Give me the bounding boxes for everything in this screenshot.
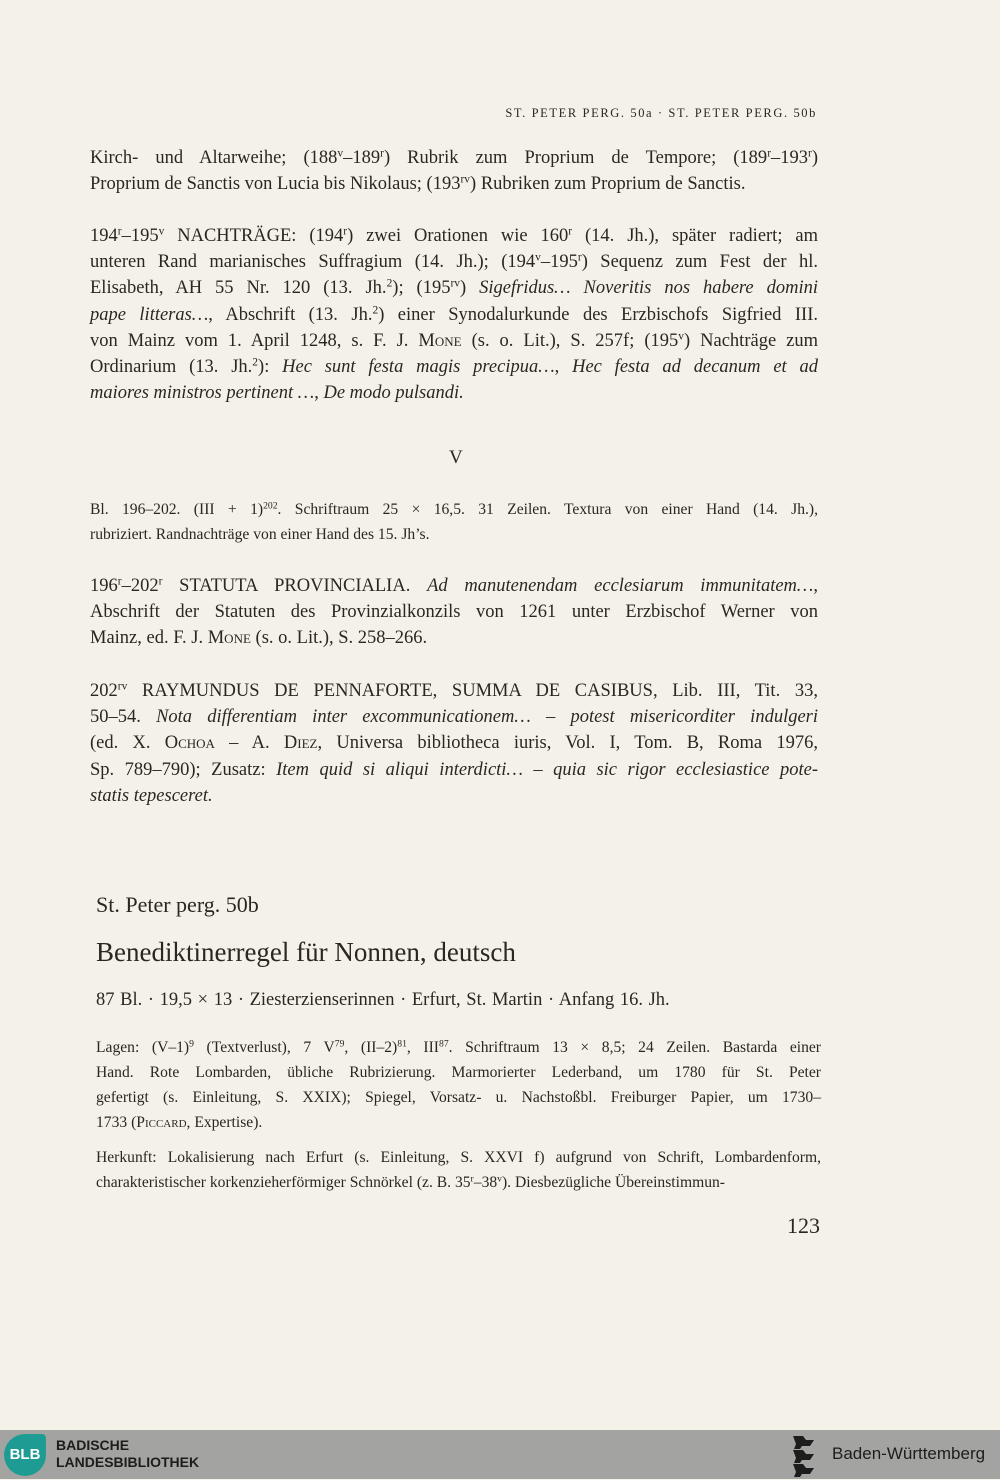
text-run: charakteristischer korkenzieherförmiger Schnörkel (z. B. 35 xyxy=(96,1174,471,1191)
blb-name[interactable] xyxy=(56,1437,199,1471)
superscript: v xyxy=(158,225,165,238)
text-run: Proprium de Sanctis von Lucia bis Nikolaus; (193 xyxy=(90,174,461,195)
small-caps-name: Mone xyxy=(207,628,251,649)
text-line xyxy=(96,1145,821,1170)
text-run: ) Rubriken zum Proprium de Sanctis. xyxy=(470,174,746,195)
text-line xyxy=(90,704,818,730)
text-line xyxy=(96,1110,821,1135)
text-run: gefertigt (s. Einleitung, S. XXIX); Spiegel, Vorsatz- u. Nachstoßbl. Freiburger Papier, um 1730– xyxy=(96,1089,821,1106)
text-run: –38 xyxy=(473,1174,498,1191)
italic-text: Ad manutenendam ecclesiarum immunitatem… xyxy=(427,576,814,596)
text-run: , III xyxy=(406,1039,439,1056)
text-run: ): xyxy=(258,356,283,377)
text-line xyxy=(90,522,818,547)
superscript: r xyxy=(767,147,772,160)
page-number: 123 xyxy=(787,1213,820,1238)
text-line xyxy=(96,1085,821,1110)
text-run: ). Diesbezügliche Übereinstimmun- xyxy=(501,1174,725,1191)
text-run: ) Sequenz zum Fest der hl. xyxy=(581,252,818,273)
text-line xyxy=(90,625,818,651)
superscript: 2 xyxy=(252,356,259,369)
small-caps-name: Ochoa xyxy=(164,733,215,754)
superscript: r xyxy=(568,225,573,238)
text-run: . Schriftraum 25 × 16,5. 31 Zeilen. Textura von einer Hand (14. Jh.), xyxy=(277,501,818,518)
text-run: Sp. 789–790); Zusatz: xyxy=(90,759,277,780)
text-run: ) xyxy=(460,278,480,299)
text-run: (ed. X. xyxy=(90,733,165,754)
superscript: r xyxy=(380,147,384,160)
italic-text: Hec festa ad decanum et ad xyxy=(572,356,818,377)
small-caps-name: Diez xyxy=(283,733,318,754)
text-line xyxy=(90,497,818,522)
superscript: 87 xyxy=(438,1038,449,1050)
superscript: v xyxy=(497,1173,502,1185)
paragraph-codicology xyxy=(90,497,818,547)
footer-bar xyxy=(0,1430,1000,1479)
entry-shelfmark: St. Peter perg. 50b xyxy=(96,892,259,917)
text-line xyxy=(90,275,818,301)
blb-name-line2: LANDESBIBLIOTHEK xyxy=(56,1454,200,1470)
text-run: unteren Rand marianisches Suffragium (14. Jh.); (194 xyxy=(90,252,536,273)
text-run: , xyxy=(554,356,573,377)
text-run: Abschrift der Statuten des Provinzialkonzils von 1261 unter Erzbischof Werner von xyxy=(90,602,818,623)
text-run: 202 xyxy=(90,681,118,701)
text-line xyxy=(90,678,818,704)
text-run: ) Rubrik zum Proprium de Tempore; (189 xyxy=(383,148,768,168)
text-run: ) xyxy=(811,148,819,168)
text-run: ) einer Synodalurkunde des Erzbischofs Sigfried III. xyxy=(378,304,818,325)
text-run: Lagen: (V–1) xyxy=(96,1039,190,1056)
text-run: ) Nachträge zum xyxy=(684,330,818,351)
paragraph-nachtraege xyxy=(90,223,818,406)
text-run: RAYMUNDUS DE PENNAFORTE, SUMMA DE CASIBUS, Lib. III, Tit. 33, xyxy=(127,681,818,701)
text-run: , xyxy=(813,576,818,596)
text-line xyxy=(90,757,818,783)
superscript: v xyxy=(678,330,684,343)
text-run: 194 xyxy=(90,226,118,246)
text-line xyxy=(90,573,818,599)
superscript: r xyxy=(158,575,163,588)
bw-name[interactable]: Baden-Württemberg xyxy=(832,1444,986,1463)
superscript: rv xyxy=(117,680,128,693)
text-run: (s. o. Lit.), S. 258–266. xyxy=(250,628,428,649)
text-line xyxy=(90,223,818,249)
entry-metadata: 87 Bl. · 19,5 × 13 · Ziesterzienserinnen · Erfurt, St. Martin · Anfang 16. Jh. xyxy=(96,990,670,1010)
paragraph-contents-end xyxy=(90,145,818,197)
italic-text: Sigefridus… Noveritis nos habere domini xyxy=(479,278,818,299)
text-run: rubriziert. Randnachträge von einer Hand des 15. Jh’s. xyxy=(90,526,430,543)
text-run: STATUTA PROVINCIALIA. xyxy=(162,576,428,596)
text-run: –202 xyxy=(121,576,159,596)
superscript: r xyxy=(117,225,122,238)
text-line xyxy=(90,599,818,625)
text-run: – A. xyxy=(214,733,284,754)
text-run: –195 xyxy=(121,226,159,246)
paragraph-herkunft xyxy=(96,1145,821,1195)
text-run: Ordinarium (13. Jh. xyxy=(90,356,253,377)
superscript: r xyxy=(117,575,122,588)
superscript: 202 xyxy=(263,500,278,512)
text-run: ) zwei Orationen wie 160 xyxy=(347,226,569,246)
text-line xyxy=(96,1170,821,1195)
italic-text: statis tepesceret. xyxy=(90,785,213,806)
text-run: (14. Jh.), später radiert; am xyxy=(572,226,818,246)
text-run: ); (195 xyxy=(392,278,451,299)
entry-title: Benediktinerregel für Nonnen, deutsch xyxy=(96,937,516,967)
text-run: NACHTRÄGE: (194 xyxy=(164,226,344,246)
text-line xyxy=(90,783,818,809)
text-run: Elisabeth, AH 55 Nr. 120 (13. Jh. xyxy=(90,278,387,299)
text-run: , Universa bibliotheca iuris, Vol. I, Tom. B, Roma 1976, xyxy=(317,733,819,754)
italic-text: Nota differentiam inter excommunicationem… – potest misericorditer indulgeri xyxy=(156,707,819,728)
text-run: von Mainz vom 1. April 1248, s. F. J. xyxy=(90,330,419,351)
text-line xyxy=(90,145,818,171)
text-run: 1733 ( xyxy=(96,1114,137,1131)
superscript: 79 xyxy=(334,1038,345,1050)
superscript: rv xyxy=(460,173,471,186)
text-line xyxy=(90,354,818,380)
superscript: v xyxy=(337,147,344,160)
text-line xyxy=(90,249,818,275)
italic-text: maiores ministros pertinent … xyxy=(90,383,315,404)
text-run: . Schriftraum 13 × 8,5; 24 Zeilen. Bastarda einer xyxy=(448,1039,821,1056)
text-line xyxy=(90,380,818,406)
text-line xyxy=(96,1035,821,1060)
text-run: Kirch- und Altarweihe; (188 xyxy=(90,148,338,168)
text-line xyxy=(90,730,818,756)
italic-text: De modo pulsandi. xyxy=(323,383,464,404)
italic-text: Item quid si aliqui interdicti… – quia sic rigor ecclesiastice pote- xyxy=(276,759,818,780)
superscript: 81 xyxy=(397,1038,407,1050)
blb-logo[interactable]: BLB xyxy=(4,1434,46,1476)
text-line xyxy=(90,328,818,354)
lions-coat-of-arms-icon xyxy=(790,1433,820,1480)
italic-text: pape litteras… xyxy=(90,304,209,325)
text-run: Hand. Rote Lombarden, übliche Rubrizierung. Marmorierter Lederband, um 1780 für St. Peter xyxy=(96,1064,821,1081)
text-run: Herkunft: Lokalisierung nach Erfurt (s. Einleitung, S. XXVI f) aufgrund von Schrift, Lombardenform, xyxy=(96,1149,821,1166)
superscript: 2 xyxy=(386,278,393,291)
superscript: rv xyxy=(450,278,461,291)
paragraph-lagen xyxy=(96,1035,821,1135)
text-run: –189 xyxy=(343,148,381,168)
section-roman-numeral: V xyxy=(449,447,463,468)
italic-text: Hec sunt festa magis precipua… xyxy=(282,356,555,377)
text-run: , Expertise). xyxy=(186,1114,263,1131)
superscript: r xyxy=(470,1173,474,1185)
text-run: , xyxy=(314,383,324,404)
running-header: ST. PETER PERG. 50a · ST. PETER PERG. 50b xyxy=(505,106,817,120)
text-run: (Textverlust), 7 V xyxy=(193,1039,335,1056)
text-run: (s. o. Lit.), S. 257f; (195 xyxy=(461,330,679,351)
text-run: Bl. 196–202. (III + 1) xyxy=(90,501,264,518)
text-line xyxy=(90,171,818,197)
superscript: r xyxy=(577,251,582,264)
text-run: –195 xyxy=(540,252,578,273)
superscript: 9 xyxy=(189,1038,194,1050)
text-run: 196 xyxy=(90,576,118,596)
small-caps-name: Mone xyxy=(418,330,462,351)
text-line xyxy=(96,1060,821,1085)
superscript: r xyxy=(343,225,348,238)
text-run: –193 xyxy=(771,148,809,168)
small-caps-name: Piccard xyxy=(136,1114,187,1131)
blb-name-line1: BADISCHE xyxy=(56,1437,130,1453)
text-line xyxy=(90,302,818,328)
superscript: 2 xyxy=(372,304,379,317)
text-run: , Abschrift (13. Jh. xyxy=(208,304,373,325)
text-run: 50–54. xyxy=(90,707,157,728)
paragraph-raymundus xyxy=(90,678,818,809)
superscript: r xyxy=(808,147,812,160)
text-run: , (II–2) xyxy=(344,1039,398,1056)
text-run: Mainz, ed. F. J. xyxy=(90,628,208,649)
paragraph-statuta xyxy=(90,573,818,652)
superscript: v xyxy=(535,251,541,264)
